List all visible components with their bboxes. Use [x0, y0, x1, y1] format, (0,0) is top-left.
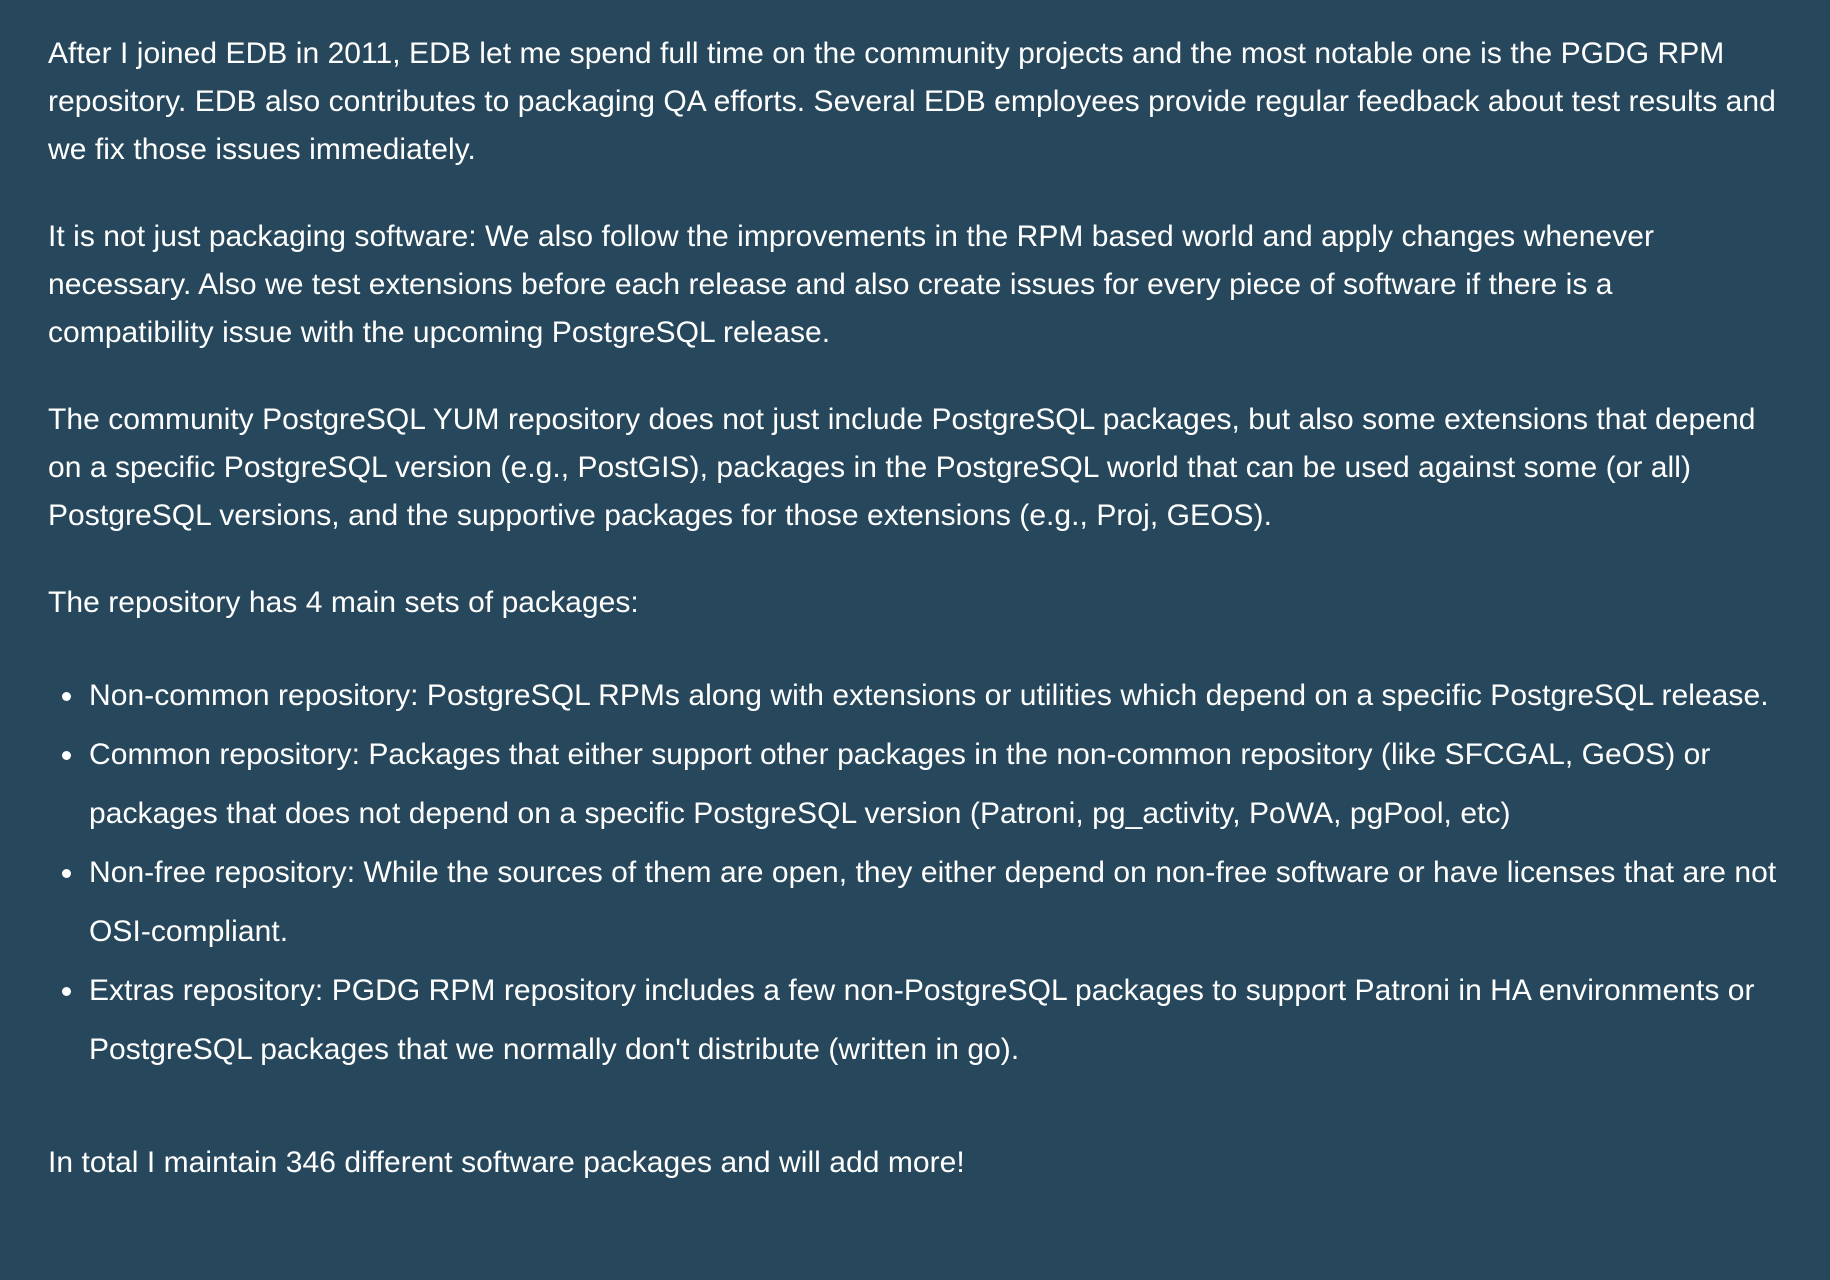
bullet-icon — [62, 869, 71, 878]
package-sets-list — [48, 666, 1782, 1079]
bullet-icon — [62, 751, 71, 760]
list-item-text: Non-common repository: PostgreSQL RPMs along with extensions or utilities which depend on a specific PostgreSQL release. — [89, 679, 1769, 712]
paragraph-packaging-improvements: It is not just packaging software: We also follow the improvements in the RPM based world and apply changes whenever necessary. Also we test extensions before each release and also create issues for every piece of software if there is a compatibility issue with the upcoming PostgreSQL release. — [48, 220, 1655, 349]
paragraph-yum-repository: The community PostgreSQL YUM repository does not just include PostgreSQL packages, but also some extensions that depend on a specific PostgreSQL version (e.g., PostGIS), packages in the PostgreSQL world that can be used against some (or all) PostgreSQL versions, and the supportive packages for those extensions (e.g., Proj, GEOS). — [48, 403, 1756, 532]
list-item-non-common — [48, 666, 1782, 725]
list-item-text: Non-free repository: While the sources of them are open, they either depend on non-free software or have licenses that are not OSI-compliant. — [89, 856, 1777, 948]
list-item-text: Common repository: Packages that either support other packages in the non-common repository (like SFCGAL, GeOS) or packages that does not depend on a specific PostgreSQL version (Patroni, pg_activity, PoWA, pgPool, etc) — [89, 738, 1711, 830]
bullet-icon — [62, 692, 71, 701]
bullet-icon — [62, 987, 71, 996]
paragraph-edb-joining: After I joined EDB in 2011, EDB let me spend full time on the community projects and the most notable one is the PGDG RPM repository. EDB also contributes to packaging QA efforts. Several EDB employees provide regular feedback about test results and we fix those issues immediately. — [48, 37, 1776, 166]
list-item-common — [48, 725, 1782, 843]
paragraph-package-sets-intro: The repository has 4 main sets of packages: — [48, 586, 639, 619]
list-item-non-free — [48, 843, 1782, 961]
list-item-extras — [48, 961, 1782, 1079]
list-item-text: Extras repository: PGDG RPM repository includes a few non-PostgreSQL packages to support Patroni in HA environments or PostgreSQL packages that we normally don't distribute (written in go). — [89, 974, 1755, 1066]
paragraph-closing: In total I maintain 346 different software packages and will add more! — [48, 1146, 965, 1179]
